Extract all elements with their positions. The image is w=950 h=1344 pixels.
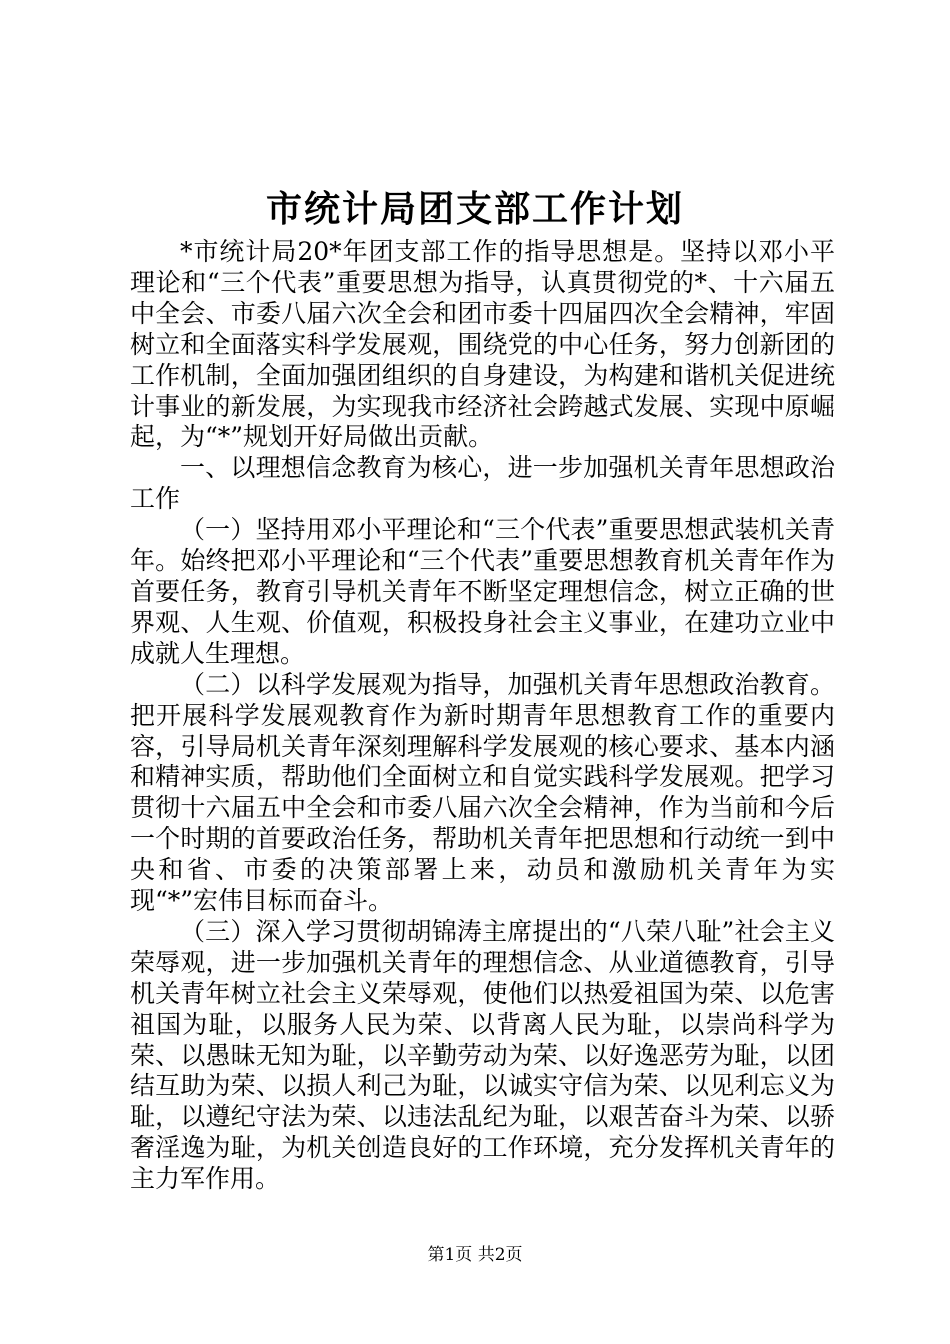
paragraph-item-2: （二）以科学发展观为指导，加强机关青年思想政治教育。把开展科学发展观教育作为新时期青年思想教育工作的重要内容，引导局机关青年深刻理解科学发展观的核心要求、基本内涵和精神实质，帮助他们全面树立和自觉实践科学发展观。把学习贯彻十六届五中全会和市委八届六次全会精神，作为当前和今后一个时期的首要政治任务，帮助机关青年把思想和行动统一到中央和省、市委的决策部署上来，动员和激励机关青年为实现“*”宏伟目标而奋斗。 [130,669,835,916]
paragraph-guiding-thought: *市统计局20*年团支部工作的指导思想是。坚持以邓小平理论和“三个代表”重要思想为指导，认真贯彻党的*、十六届五中全会、市委八届六次全会和团市委十四届四次全会精神，牢固树立和全面落实科学发展观，围绕党的中心任务，努力创新团的工作机制，全面加强团组织的自身建设，为构建和谐机关促进统计事业的新发展，为实现我市经济社会跨越式发展、实现中原崛起，为“*”规划开好局做出贡献。 [130,237,835,452]
section-heading-1: 一、以理想信念教育为核心，进一步加强机关青年思想政治工作 [130,453,835,514]
page-number-footer: 第1页 共2页 [427,1245,523,1265]
document-title: 市统计局团支部工作计划 [265,188,684,230]
paragraph-item-3: （三）深入学习贯彻胡锦涛主席提出的“八荣八耻”社会主义荣辱观，进一步加强机关青年的理想信念、从业道德教育，引导机关青年树立社会主义荣辱观，使他们以热爱祖国为荣、以危害祖国为耻，以服务人民为荣、以背离人民为耻，以崇尚科学为荣、以愚昧无知为耻，以辛勤劳动为荣、以好逸恶劳为耻，以团结互助为荣、以损人利己为耻，以诚实守信为荣、以见利忘义为耻，以遵纪守法为荣、以违法乱纪为耻，以艰苦奋斗为荣、以骄奢淫逸为耻，为机关创造良好的工作环境，充分发挥机关青年的主力军作用。 [130,916,835,1194]
document-body [130,237,835,1195]
paragraph-item-1: （一）坚持用邓小平理论和“三个代表”重要思想武装机关青年。始终把邓小平理论和“三个代表”重要思想教育机关青年作为首要任务，教育引导机关青年不断坚定理想信念，树立正确的世界观、人生观、价值观，积极投身社会主义事业，在建功立业中成就人生理想。 [130,515,835,668]
